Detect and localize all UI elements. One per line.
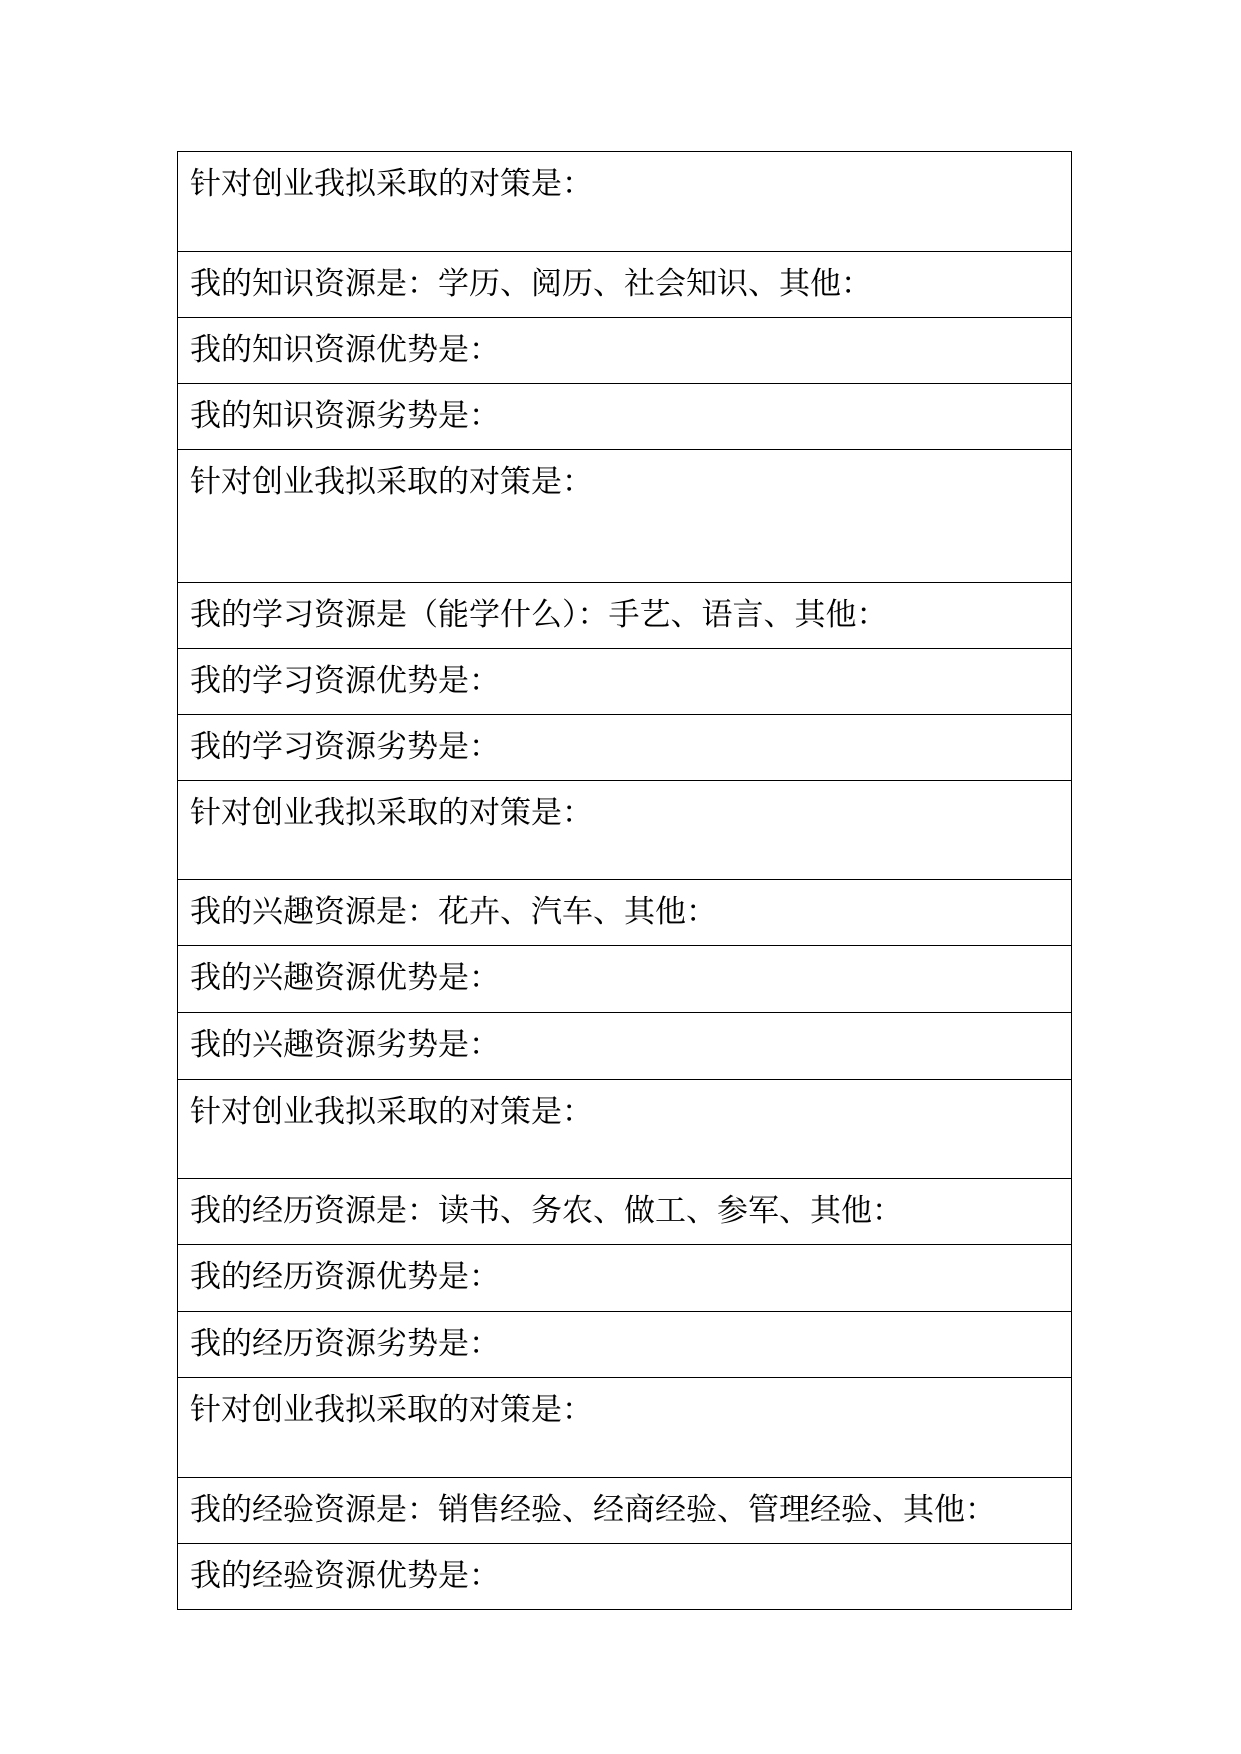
form-cell[interactable] (178, 384, 1072, 450)
form-cell[interactable] (178, 1544, 1072, 1610)
table-row (178, 880, 1072, 946)
row-label-knowledge-resources: 我的知识资源是：学历、阅历、社会知识、其他： (190, 266, 872, 302)
row-label-strategy: 针对创业我拟采取的对策是： (190, 166, 593, 202)
row-label-knowledge-weaknesses: 我的知识资源劣势是： (190, 398, 500, 434)
form-cell[interactable] (178, 450, 1072, 583)
table-row (178, 1478, 1072, 1544)
table-row (178, 252, 1072, 318)
table-row (178, 1378, 1072, 1478)
form-cell[interactable] (178, 1245, 1072, 1312)
row-label-learning-resources: 我的学习资源是（能学什么）：手艺、语言、其他： (190, 597, 888, 633)
form-cell[interactable] (178, 583, 1072, 649)
row-label-strategy: 针对创业我拟采取的对策是： (190, 1392, 593, 1428)
table-row (178, 152, 1072, 252)
row-label-expertise-strengths: 我的经验资源优势是： (190, 1558, 500, 1594)
form-cell[interactable] (178, 1080, 1072, 1179)
row-label-interest-strengths: 我的兴趣资源优势是： (190, 960, 500, 996)
form-cell[interactable] (178, 781, 1072, 880)
table-row (178, 1080, 1072, 1179)
row-label-expertise-resources: 我的经验资源是：销售经验、经商经验、管理经验、其他： (190, 1492, 996, 1528)
form-cell[interactable] (178, 1378, 1072, 1478)
table-row (178, 1312, 1072, 1378)
form-cell[interactable] (178, 152, 1072, 252)
form-cell[interactable] (178, 318, 1072, 384)
table-row (178, 318, 1072, 384)
row-label-learning-strengths: 我的学习资源优势是： (190, 663, 500, 699)
table-row (178, 649, 1072, 715)
form-cell[interactable] (178, 880, 1072, 946)
row-label-experience-history-strengths: 我的经历资源优势是： (190, 1259, 500, 1295)
row-label-interest-resources: 我的兴趣资源是：花卉、汽车、其他： (190, 894, 717, 930)
table-row (178, 450, 1072, 583)
form-cell[interactable] (178, 1312, 1072, 1378)
form-cell[interactable] (178, 1478, 1072, 1544)
table-row (178, 1013, 1072, 1080)
row-label-experience-history: 我的经历资源是：读书、务农、做工、参军、其他： (190, 1193, 903, 1229)
row-label-interest-weaknesses: 我的兴趣资源劣势是： (190, 1027, 500, 1063)
form-cell[interactable] (178, 252, 1072, 318)
row-label-strategy: 针对创业我拟采取的对策是： (190, 1094, 593, 1130)
table-row (178, 1245, 1072, 1312)
table-row (178, 583, 1072, 649)
row-label-knowledge-strengths: 我的知识资源优势是： (190, 332, 500, 368)
table-row (178, 946, 1072, 1013)
row-label-experience-history-weaknesses: 我的经历资源劣势是： (190, 1326, 500, 1362)
form-cell[interactable] (178, 715, 1072, 781)
row-label-strategy: 针对创业我拟采取的对策是： (190, 464, 593, 500)
form-cell[interactable] (178, 1179, 1072, 1245)
table-row (178, 384, 1072, 450)
table-row (178, 1544, 1072, 1610)
table-row (178, 715, 1072, 781)
row-label-strategy: 针对创业我拟采取的对策是： (190, 795, 593, 831)
form-cell[interactable] (178, 649, 1072, 715)
row-label-learning-weaknesses: 我的学习资源劣势是： (190, 729, 500, 765)
table-row (178, 1179, 1072, 1245)
table-row (178, 781, 1072, 880)
resource-form-table (177, 151, 1072, 1610)
form-cell[interactable] (178, 946, 1072, 1013)
form-cell[interactable] (178, 1013, 1072, 1080)
